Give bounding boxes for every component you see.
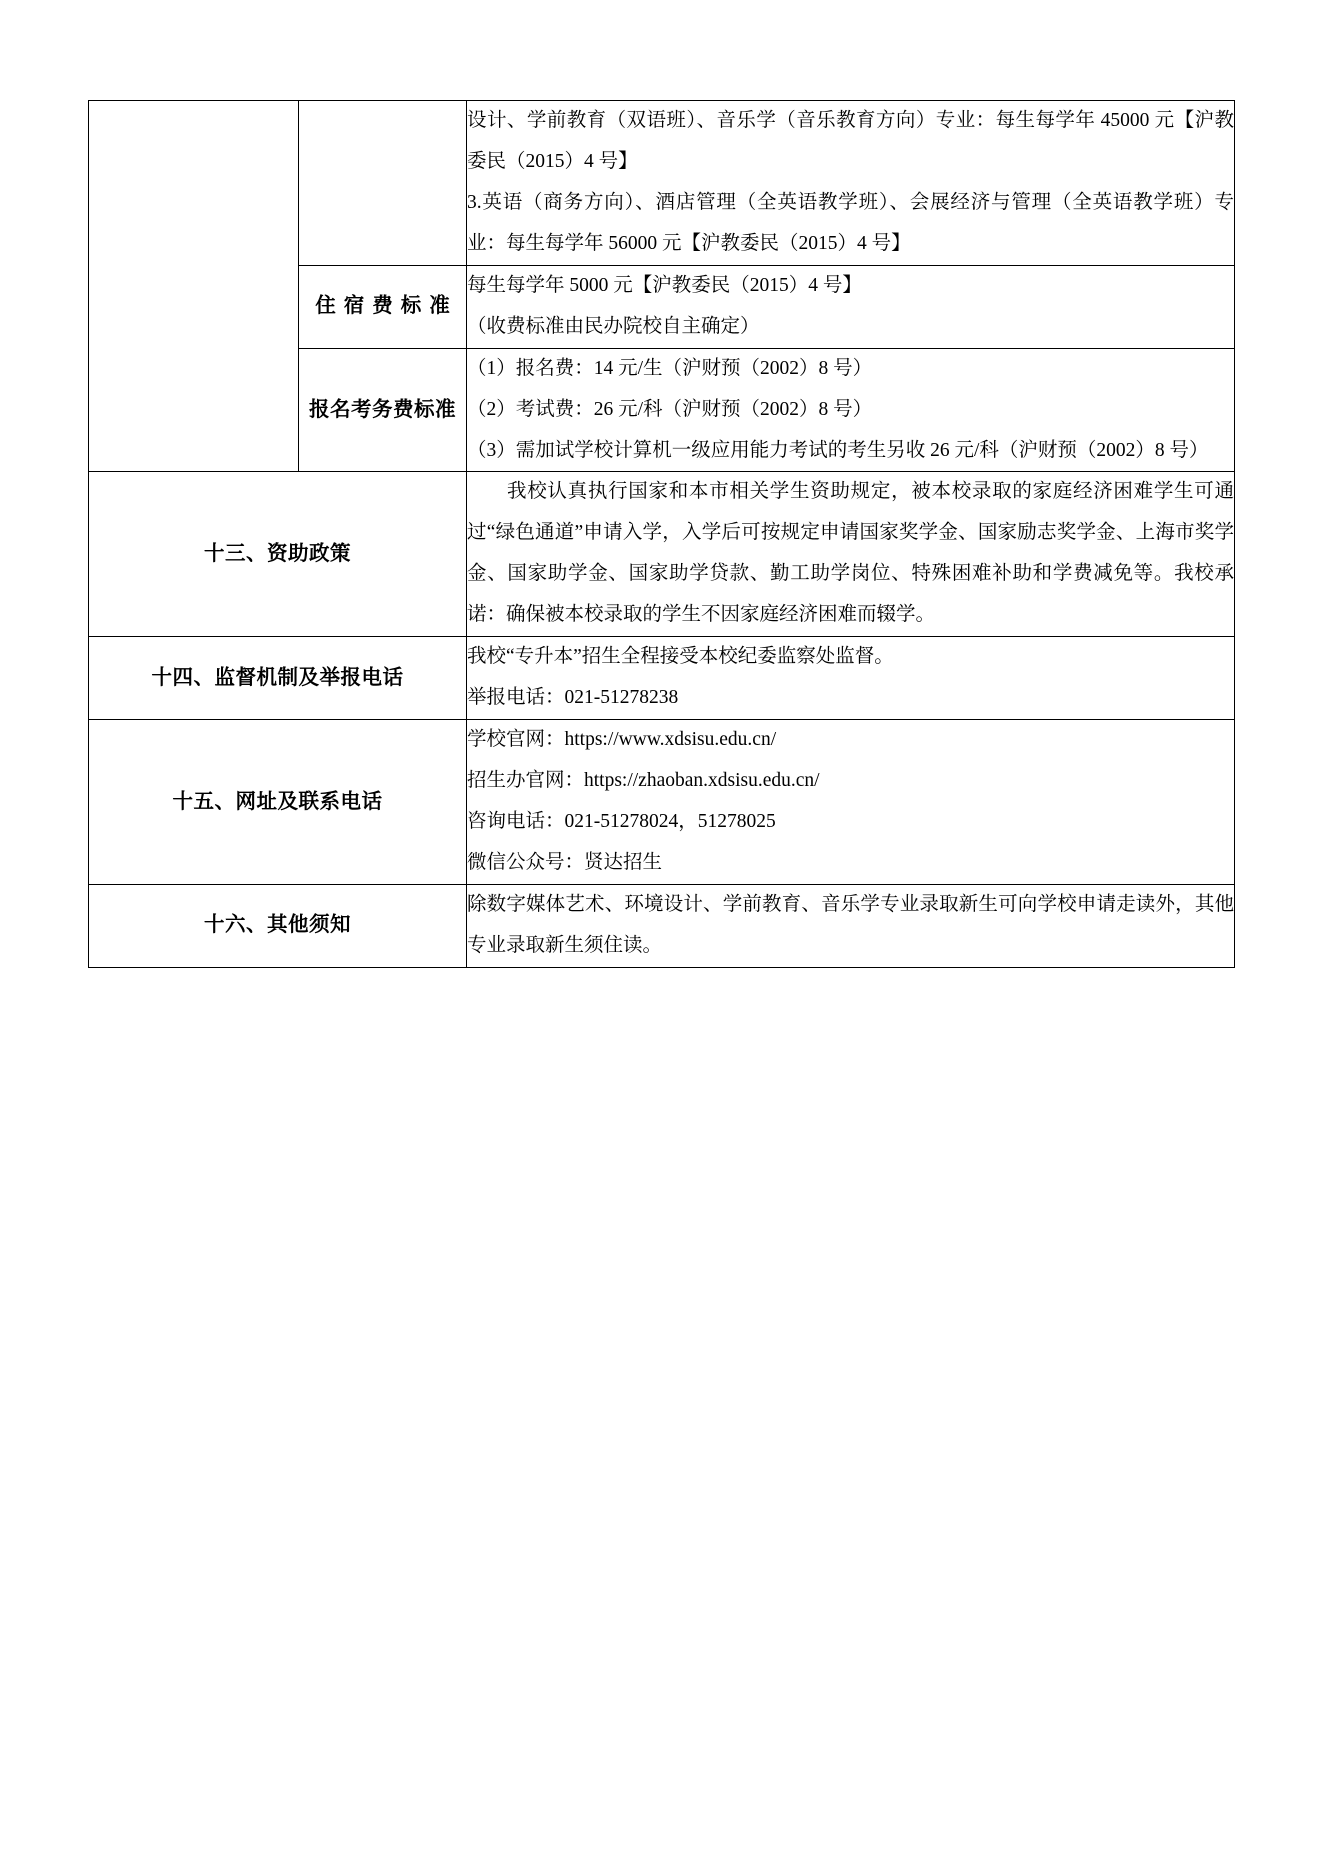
- content-line: 设计、学前教育（双语班）、音乐学（音乐教育方向）专业：每生每学年 45000 元【沪教委民（2015）4 号】: [467, 110, 1234, 172]
- row-content-cell: [467, 884, 1235, 967]
- row-label-exam-fee: 报名考务费标准: [299, 348, 467, 472]
- row-content-cell: [467, 348, 1235, 472]
- content-line: （收费标准由民办院校自主确定）: [467, 315, 760, 337]
- content-line: 我校认真执行国家和本市相关学生资助规定，被本校录取的家庭经济困难学生可通过“绿色通道”申请入学，入学后可按规定申请国家奖学金、国家励志奖学金、上海市奖学金、国家助学金、国家助学贷款、勤工助学岗位、特殊困难补助和学费减免等。我校承诺：确保被本校录取的学生不因家庭经济困难而辍学。: [467, 481, 1234, 626]
- content-line-phone: 咨询电话：021-51278024，51278025: [467, 810, 776, 832]
- table-row: [89, 720, 1235, 885]
- row-content-cell: [467, 720, 1235, 885]
- content-line-admission-website: 招生办官网：https://zhaoban.xdsisu.edu.cn/: [467, 770, 820, 791]
- content-line: 举报电话：021-51278238: [467, 687, 679, 709]
- row-content-cell: [467, 637, 1235, 720]
- row-content-cell: [467, 101, 1235, 266]
- row-label-supervision: 十四、监督机制及举报电话: [89, 637, 467, 720]
- row-label-funding-policy: 十三、资助政策: [89, 472, 467, 637]
- content-line: 我校“专升本”招生全程接受本校纪委监察处监督。: [467, 646, 894, 668]
- content-line: 3.英语（商务方向）、酒店管理（全英语教学班）、会展经济与管理（全英语教学班）专业：每生每学年 56000 元【沪教委民（2015）4 号】: [467, 191, 1234, 254]
- content-line-website: 学校官网：https://www.xdsisu.edu.cn/: [467, 729, 777, 751]
- row-label-accommodation-fee: 住宿费标准: [299, 265, 467, 348]
- content-line: （2）考试费：26 元/科（沪财预（2002）8 号）: [467, 398, 873, 420]
- table-row: [89, 884, 1235, 967]
- content-line: （3）需加试学校计算机一级应用能力考试的考生另收 26 元/科（沪财预（2002）8 号）: [467, 439, 1209, 461]
- row-label-cell: [299, 101, 467, 266]
- content-line: 每生每学年 5000 元【沪教委民（2015）4 号】: [467, 274, 862, 296]
- row-label-other-notices: 十六、其他须知: [89, 884, 467, 967]
- row-content-cell: [467, 265, 1235, 348]
- row-label-contact: 十五、网址及联系电话: [89, 720, 467, 885]
- table-row: [89, 472, 1235, 637]
- admission-info-table: [88, 100, 1235, 968]
- content-line-wechat: 微信公众号：贤达招生: [467, 851, 663, 873]
- content-line: （1）报名费：14 元/生（沪财预（2002）8 号）: [467, 357, 873, 379]
- table-row: [89, 637, 1235, 720]
- content-line: 除数字媒体艺术、环境设计、学前教育、音乐学专业录取新生可向学校申请走读外，其他专业录取新生须住读。: [467, 893, 1234, 956]
- row-content-cell: [467, 472, 1235, 637]
- table-row: [89, 101, 1235, 266]
- row-label-cell-empty: [89, 101, 299, 472]
